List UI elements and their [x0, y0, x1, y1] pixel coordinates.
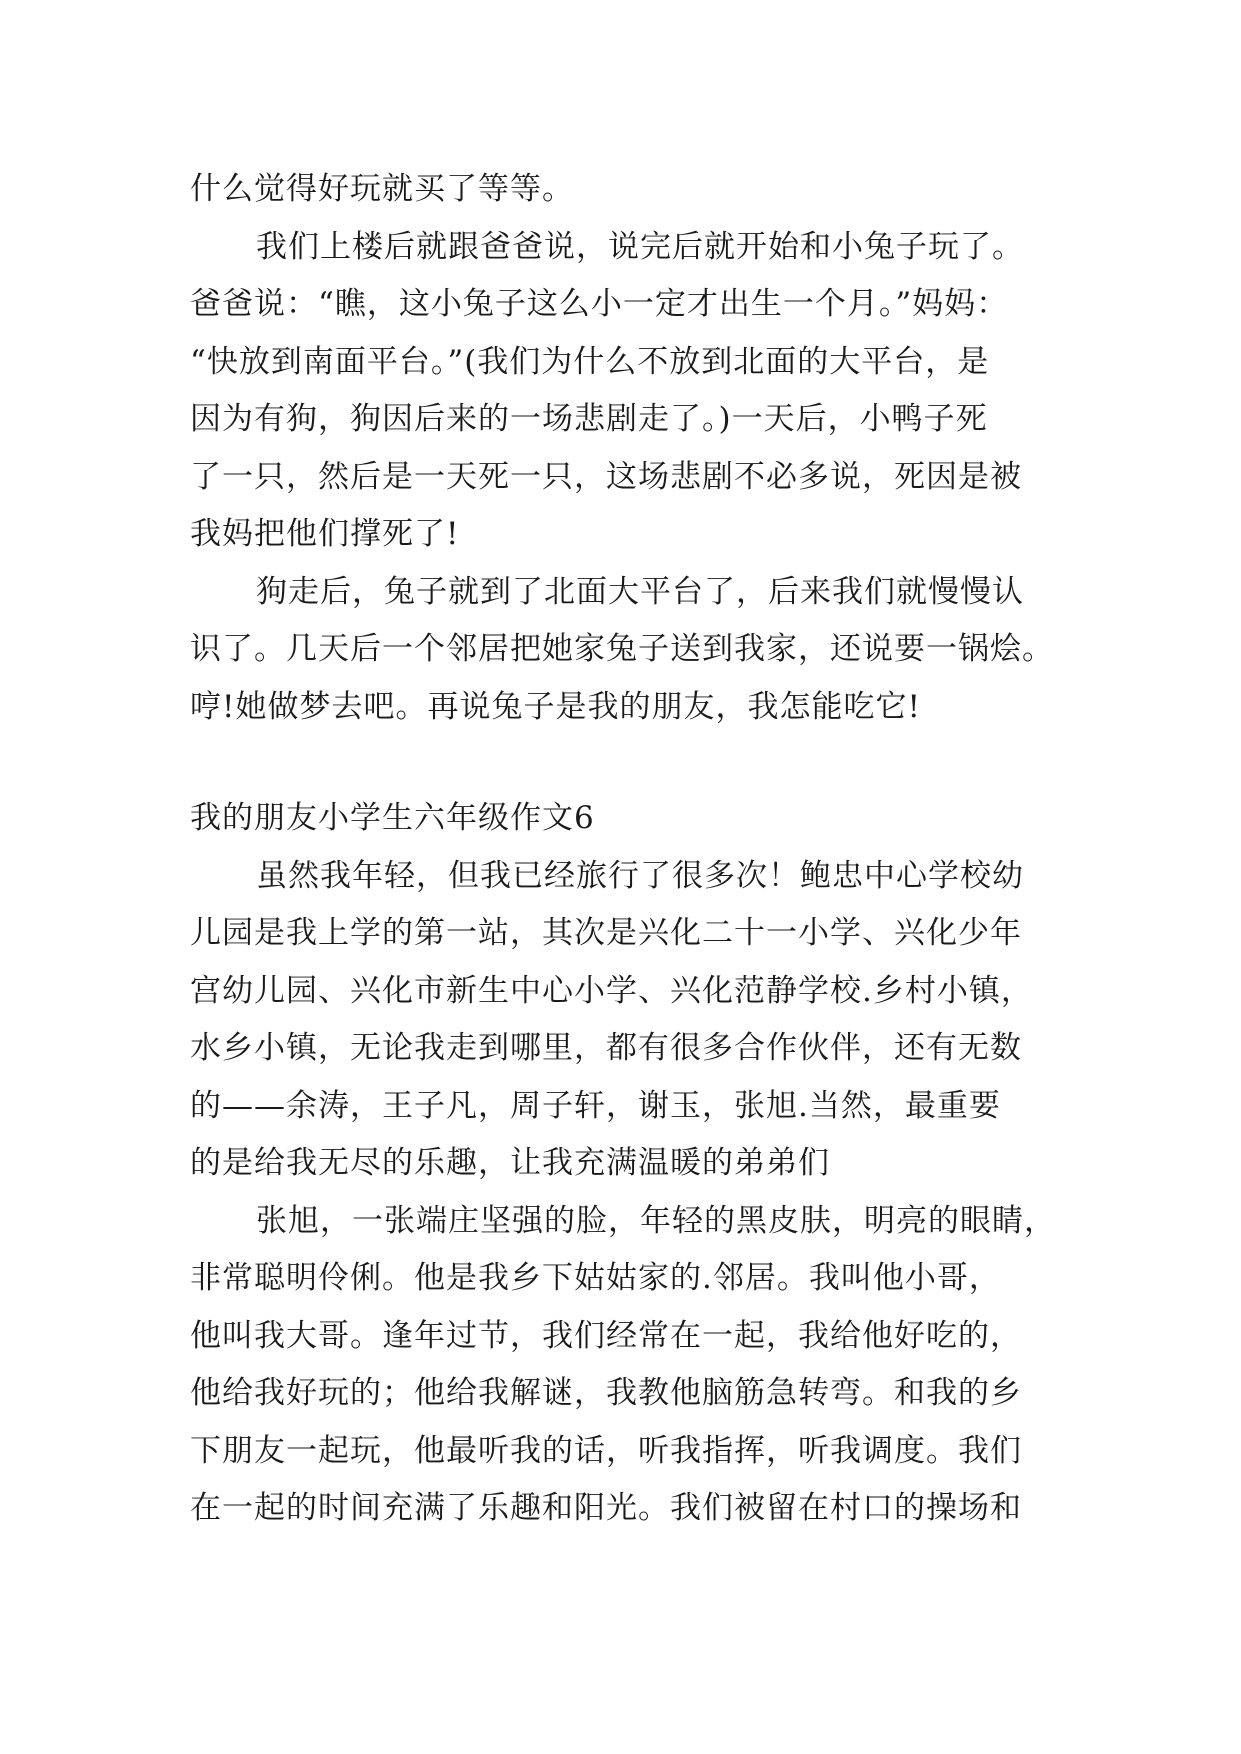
paragraph: [190, 1193, 1070, 1538]
paragraph: [190, 564, 1070, 737]
paragraph-line: 的是给我无尽的乐趣，让我充满温暖的弟弟们: [190, 1145, 830, 1181]
paragraph-line: 哼!她做梦去吧。再说兔子是我的朋友，我怎能吃它!: [190, 688, 921, 725]
paragraph-line: 在一起的时间充满了乐趣和阳光。我们被留在村口的操场和: [190, 1490, 1022, 1526]
paragraph-line: 什么觉得好玩就买了等等。: [190, 171, 574, 207]
paragraph-line: 他叫我大哥。逢年过节，我们经常在一起，我给他好吃的，: [190, 1317, 1022, 1354]
paragraph-line: 儿园是我上学的第一站，其次是兴化二十一小学、兴化少年: [190, 915, 1022, 951]
paragraph-line: 下朋友一起玩，他最听我的话，听我指挥，听我调度。我们: [190, 1432, 1022, 1469]
paragraph-line: 张旭，一张端庄坚强的脸，年轻的黑皮肤，明亮的眼睛，: [256, 1202, 1056, 1239]
paragraph: [190, 219, 1070, 564]
paragraph-line: 宫幼儿园、兴化市新生中心小学、兴化范静学校.乡村小镇，: [190, 972, 1033, 1009]
paragraph-line: 的——余涛，王子凡，周子轩，谢玉，张旭.当然，最重要: [190, 1087, 1001, 1124]
paragraph-line: 非常聪明伶俐。他是我乡下姑姑家的.邻居。我叫他小哥，: [190, 1260, 1001, 1296]
paragraph-line: 我妈把他们撑死了!: [190, 516, 460, 552]
paragraph-line: 识了。几天后一个邻居把她家兔子送到我家，还说要一锅烩。: [190, 631, 1054, 667]
paragraph: [190, 161, 1070, 219]
paragraph-line: 水乡小镇，无论我走到哪里，都有很多合作伙伴，还有无数: [190, 1030, 1022, 1066]
paragraph: [190, 848, 1070, 1193]
paragraph-line: 了一只，然后是一天死一只，这场悲剧不必多说，死因是被: [190, 458, 1022, 495]
paragraph-line: 爸爸说：“瞧，这小兔子这么小一定才出生一个月。”妈妈：: [190, 286, 1009, 322]
paragraph-line: 他给我好玩的；他给我解谜，我教他脑筋急转弯。和我的乡: [190, 1375, 1022, 1411]
paragraph-line: 虽然我年轻，但我已经旅行了很多次！鲍忠中心学校幼: [256, 857, 1024, 894]
paragraph-line: 狗走后，兔子就到了北面大平台了，后来我们就慢慢认: [256, 573, 1024, 610]
paragraph-line: “快放到南面平台。”(我们为什么不放到北面的大平台，是: [190, 343, 990, 380]
section-gap: [190, 736, 1070, 790]
paragraph-line: 因为有狗，狗因后来的一场悲剧走了。)一天后，小鸭子死: [190, 401, 988, 437]
article-text: [190, 161, 1070, 1538]
section-heading: [190, 790, 1070, 848]
paragraph-line: 我们上楼后就跟爸爸说，说完后就开始和小兔子玩了。: [256, 228, 1024, 265]
heading-text: 我的朋友小学生六年级作文6: [190, 800, 595, 836]
